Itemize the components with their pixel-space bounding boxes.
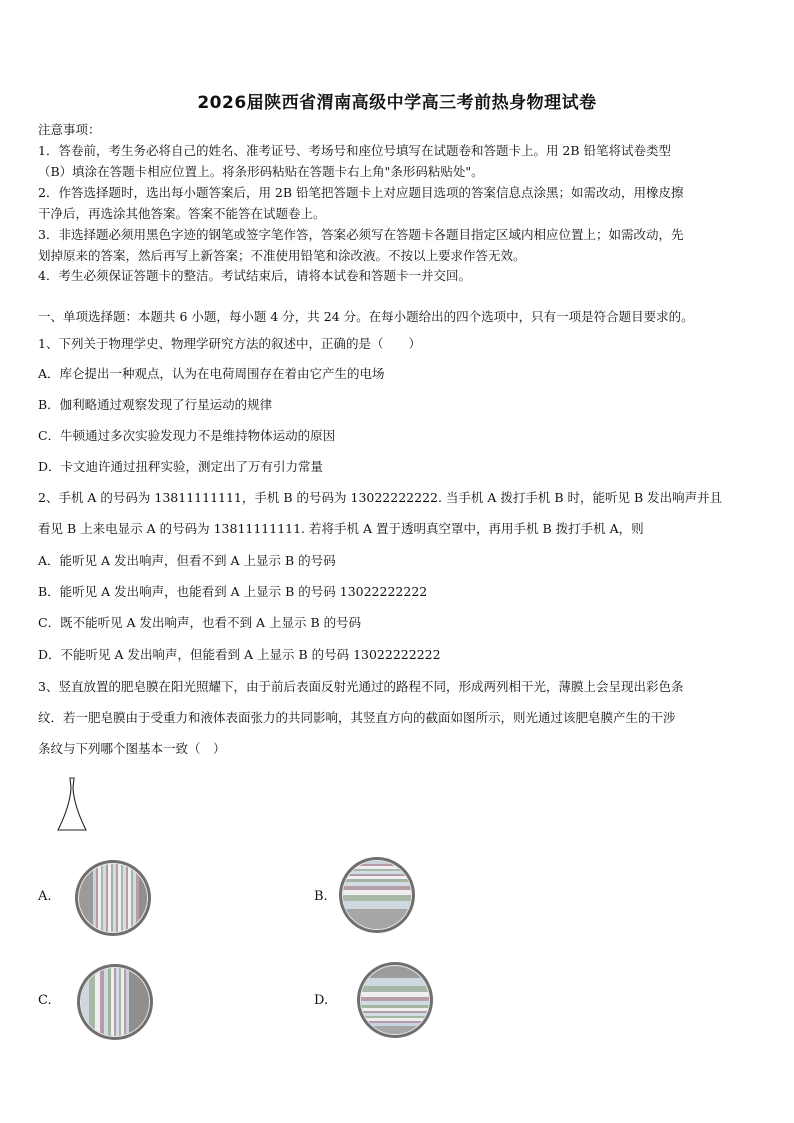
notice-item-3-line-2: 划掉原来的答案，然后再写上新答案；不准使用铅笔和涂改液。不按以上要求作答无效。 xyxy=(38,248,526,263)
question-2-option-b: B．能听见 A 发出响声，也能看到 A 上显示 B 的号码 13022222222 xyxy=(38,584,428,599)
question-2-stem-line-2: 看见 B 上来电显示 A 的号码为 13811111111. 若将手机 A 置于透明真空罩中，再用手机 B 拨打手机 A，则 xyxy=(38,521,644,536)
question-1-option-b: B．伽利略通过观察发现了行星运动的规律 xyxy=(38,397,273,412)
question-3-option-c-label: C. xyxy=(38,993,52,1008)
interference-fringe-image-b xyxy=(336,855,418,935)
question-2-stem-line-1: 2、手机 A 的号码为 13811111111，手机 B 的号码为 13022222222. 当手机 A 拨打手机 B 时，能听见 B 发出响声并且 xyxy=(38,490,723,505)
notice-item-2-line-1: 2．作答选择题时，选出每小题答案后，用 2B 铅笔把答题卡上对应题目选项的答案信息点涂黑；如需改动，用橡皮擦 xyxy=(38,185,684,200)
section-heading: 一、单项选择题：本题共 6 小题，每小题 4 分，共 24 分。在每小题给出的四个选项中，只有一项是符合题目要求的。 xyxy=(38,309,694,324)
question-1-stem: 1、下列关于物理学史、物理学研究方法的叙述中，正确的是（ ） xyxy=(38,336,421,351)
interference-fringe-image-c xyxy=(74,962,156,1042)
interference-fringe-image-a xyxy=(72,858,154,938)
notice-item-2-line-2: 干净后，再选涂其他答案。答案不能答在试题卷上。 xyxy=(38,206,326,221)
question-3-stem-line-2: 纹．若一肥皂膜由于受重力和液体表面张力的共同影响，其竖直方向的截面如图所示，则光通过该肥皂膜产生的干涉 xyxy=(38,710,676,725)
question-1-option-c: C．牛顿通过多次实验发现力不是维持物体运动的原因 xyxy=(38,428,336,443)
question-3-stem-line-3: 条纹与下列哪个图基本一致（ ） xyxy=(38,741,226,756)
question-3-stem-line-1: 3、竖直放置的肥皂膜在阳光照耀下，由于前后表面反射光通过的路程不同，形成两列相干光，薄膜上会呈现出彩色条 xyxy=(38,679,684,694)
soap-film-cross-section-figure xyxy=(52,776,92,834)
question-1-option-a: A．库仑提出一种观点，认为在电荷周围存在着由它产生的电场 xyxy=(38,366,385,381)
question-3-option-a-label: A. xyxy=(38,889,52,904)
interference-fringe-image-d xyxy=(354,960,436,1040)
exam-title: 2026届陕西省渭南高级中学高三考前热身物理试卷 xyxy=(197,93,597,113)
notice-item-3-line-1: 3．非选择题必须用黑色字迹的钢笔或签字笔作答，答案必须写在答题卡各题目指定区域内相应位置上；如需改动，先 xyxy=(38,227,684,242)
question-2-option-d: D．不能听见 A 发出响声，但能看到 A 上显示 B 的号码 13022222222 xyxy=(38,647,441,662)
notice-item-1-line-2: （B）填涂在答题卡相应位置上。将条形码粘贴在答题卡右上角"条形码粘贴处"。 xyxy=(38,164,484,179)
question-2-option-c: C．既不能听见 A 发出响声，也看不到 A 上显示 B 的号码 xyxy=(38,615,362,630)
notice-item-1-line-1: 1．答卷前，考生务必将自己的姓名、准考证号、考场号和座位号填写在试题卷和答题卡上。用 2B 铅笔将试卷类型 xyxy=(38,143,672,158)
notice-item-4: 4．考生必须保证答题卡的整洁。考试结束后，请将本试卷和答题卡一并交回。 xyxy=(38,268,471,283)
question-2-option-a: A．能听见 A 发出响声，但看不到 A 上显示 B 的号码 xyxy=(38,553,336,568)
question-3-option-d-label: D. xyxy=(314,993,329,1008)
notice-label: 注意事项： xyxy=(38,122,101,137)
question-1-option-d: D．卡文迪许通过扭秤实验，测定出了万有引力常量 xyxy=(38,459,324,474)
question-3-option-b-label: B. xyxy=(314,889,328,904)
